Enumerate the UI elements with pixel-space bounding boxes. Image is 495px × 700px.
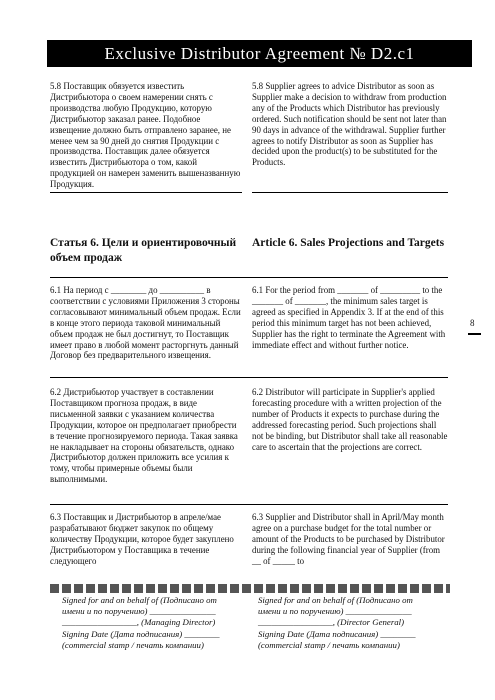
ru-clause-5-8-text: 5.8 Поставщик обязуется известить Дистрибьютора о своем намерении снять с производства любую Продукцию, которую Дистрибьютор заказал ранее. Подобное извещение должно быть отправлено заранее, не менее чем за 90 дней до снятия Продукции с производства. Поставщик далее обязуется известить Дистрибьютора о том, какой продукцией он намерен заменить вышеназванную Продукция. bbox=[50, 81, 241, 190]
ru-clause-6-1-text: 6.1 На период с ________ до __________ в соответствии с условиями Приложения 3 стороны согласовывают минимальный объем продаж. Если в конце этого периода таковой минимальный объем продаж не был достигнут, то Поставщик имеет право в любой момент расторгнуть данный Договор без предварительного извещения. bbox=[50, 285, 241, 361]
signature-separator bbox=[50, 584, 450, 593]
en-clause-6-1 bbox=[252, 285, 448, 350]
sig-left-line4: Signing Date (Дата подписания) ________ bbox=[62, 628, 220, 639]
sig-left-line2: имени и по поручению) _______________ bbox=[62, 606, 216, 617]
en-clause-6-2 bbox=[252, 387, 448, 452]
sig-right-line3: _________________, (Director General) bbox=[258, 617, 405, 628]
divider bbox=[252, 192, 448, 193]
document-title: Exclusive Distributor Agreement № D2.c1 bbox=[47, 40, 472, 67]
divider bbox=[50, 504, 448, 505]
sig-right-line2: имени и по поручению) _______________ bbox=[258, 606, 412, 617]
ru-clause-6-3 bbox=[50, 512, 242, 567]
page-number: 8 bbox=[470, 318, 475, 328]
divider bbox=[50, 377, 448, 378]
sig-left-line1: Signed for and on behalf of (Подписано от bbox=[62, 595, 217, 605]
en-heading-text: Article 6. Sales Projections and Targets bbox=[252, 237, 445, 249]
ru-heading-text: Статья 6. Цели и ориентировочный объем продаж bbox=[50, 237, 237, 264]
sig-right-line4: Signing Date (Дата подписания) ________ bbox=[258, 628, 416, 639]
en-clause-5-8-text: 5.8 Supplier agrees to advice Distributor as soon as Supplier make a decision to withdraw from production any of the Products which Distributor has previously ordered. Such notification should be sent not later than 90 days in advance of the withdrawal. Supplier further agrees to notify Distributor as soon as Supplier has decided upon the product(s) to be substituted for the Products. bbox=[252, 81, 447, 168]
sig-right-line1: Signed for and on behalf of (Подписано от bbox=[258, 595, 413, 605]
ru-article-6-heading bbox=[50, 236, 242, 265]
signature-block-right bbox=[258, 595, 458, 651]
sig-left-line5: (commercial stamp / печать компании) bbox=[62, 639, 204, 650]
ru-clause-5-8 bbox=[50, 81, 242, 190]
en-clause-6-3-text: 6.3 Supplier and Distributor shall in April/May month agree on a purchase budget for the total number or amount of the Products to be purchased by Distributor during the following financial year of Supplier (from __ of _____ to bbox=[252, 512, 445, 566]
en-clause-5-8 bbox=[252, 81, 448, 168]
signature-block-left bbox=[62, 595, 262, 651]
ru-clause-6-3-text: 6.3 Поставщик и Дистрибьютор в апреле/мае разрабатывают бюджет закупок по общему количеству Продукции, которое будет закуплено Дистрибьютором у Поставщика в течение следующего bbox=[50, 512, 234, 566]
ru-clause-6-1 bbox=[50, 285, 242, 361]
ru-clause-6-2 bbox=[50, 387, 242, 485]
sig-right-line5: (commercial stamp / печать компании) bbox=[258, 639, 400, 650]
en-clause-6-1-text: 6.1 For the period from _______ of _________ to the _______ of _______, the minimum sales target is agreed as specified in Appendix 3. If at the end of this period this minimum target has not been achieved, Supplier has the right to terminate the Agreement with immediate effect and without further notice. bbox=[252, 285, 446, 350]
ru-clause-6-2-text: 6.2 Дистрибьютор участвует в составлении Поставщиком прогноза продаж, в виде письменной заявки с указанием количества Продукции, которое он предполагает приобрести в течение прогнозируемого периода. Такая заявка не накладывает на стороны обязательств, однако Дистрибьютор должен приложить все усилия к тому, чтобы примерные объемы были выполнимыми. bbox=[50, 387, 238, 485]
page-marker bbox=[468, 333, 481, 335]
sig-left-line3: _________________, (Managing Director) bbox=[62, 617, 216, 628]
divider bbox=[50, 277, 448, 278]
divider bbox=[50, 192, 242, 193]
en-clause-6-2-text: 6.2 Distributor will participate in Supplier's applied forecasting procedure with a written projection of the number of Products it expects to purchase during the addressed forecasting period. Such projections shall not be binding, but Distributor shall take all reasonable care to ascertain that the projections are correct. bbox=[252, 387, 448, 452]
en-clause-6-3 bbox=[252, 512, 448, 567]
en-article-6-heading bbox=[252, 236, 448, 251]
